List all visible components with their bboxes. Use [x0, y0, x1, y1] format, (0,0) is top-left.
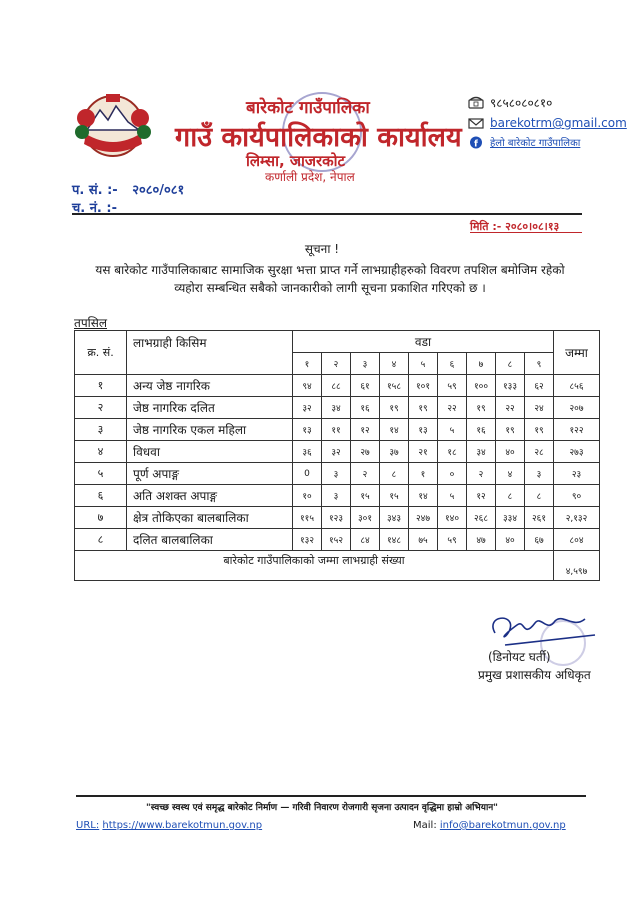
row-ward-count: ३२ [293, 397, 322, 419]
row-ward-count: १४ [409, 485, 438, 507]
summary-total: ४,५९७ [554, 551, 600, 581]
row-ward-count: १४० [438, 507, 467, 529]
facebook-link[interactable]: हेलो बारेकोट गाउँपालिका [490, 138, 581, 149]
row-ward-count: ९४ [293, 375, 322, 397]
row-ward-count: ३ [525, 463, 554, 485]
footer-divider [76, 795, 586, 797]
row-ward-count: २२ [496, 397, 525, 419]
row-ward-count: २१ [409, 441, 438, 463]
row-ward-count: ८ [496, 485, 525, 507]
row-ward-count: ३०१ [351, 507, 380, 529]
url-label: URL: [76, 820, 100, 831]
row-ward-count: १४ [380, 419, 409, 441]
row-ward-count: १० [293, 485, 322, 507]
row-serial: १ [75, 375, 127, 397]
row-serial: ३ [75, 419, 127, 441]
row-beneficiary-type: जेष्ठ नागरिक दलित [127, 397, 293, 419]
mail-link[interactable]: info@barekotmun.gov.np [439, 820, 566, 831]
notice-title: सूचना ! [304, 242, 340, 256]
office-title: गाउँ कार्यपालिकाको कार्यालय [175, 122, 462, 153]
row-ward-count: १२ [351, 419, 380, 441]
row-ward-count: ३४३ [380, 507, 409, 529]
row-ward-count: १९ [409, 397, 438, 419]
summary-label: बारेकोट गाउँपालिकाको जम्मा लाभग्राही संख्या [75, 551, 554, 581]
row-ward-count: १८ [438, 441, 467, 463]
table-row [75, 529, 600, 551]
row-total: २७३ [554, 441, 600, 463]
row-beneficiary-type: दलित बालबालिका [127, 529, 293, 551]
mail-label: Mail: [413, 820, 437, 831]
row-ward-count: १५ [351, 485, 380, 507]
row-ward-count: ३४ [322, 397, 351, 419]
row-serial: ५ [75, 463, 127, 485]
ward-number-header: ४ [380, 353, 409, 375]
row-ward-count: ३२ [322, 441, 351, 463]
table-row [75, 419, 600, 441]
ward-number-header: ९ [525, 353, 554, 375]
row-ward-count: २२ [438, 397, 467, 419]
row-beneficiary-type: विधवा [127, 441, 293, 463]
ward-number-header: १ [293, 353, 322, 375]
contact-email [468, 116, 627, 130]
row-ward-count: १३ [409, 419, 438, 441]
row-ward-count: २६८ [467, 507, 496, 529]
nepal-emblem-icon [72, 88, 154, 160]
ref-label: प. सं. :- [72, 183, 118, 198]
row-serial: २ [75, 397, 127, 419]
row-ward-count: १०१ [409, 375, 438, 397]
email-link[interactable]: barekotrm@gmail.com [490, 116, 627, 130]
row-serial: ६ [75, 485, 127, 507]
row-total: २,१३२ [554, 507, 600, 529]
row-ward-count: १५८ [380, 375, 409, 397]
table-row [75, 375, 600, 397]
row-total: ८०४ [554, 529, 600, 551]
header-divider [72, 213, 582, 215]
ward-number-header: ५ [409, 353, 438, 375]
row-ward-count: 0 [293, 463, 322, 485]
row-ward-count: ८ [525, 485, 554, 507]
dispatch-number: च. नं. :- [72, 201, 117, 216]
row-ward-count: १६ [351, 397, 380, 419]
table-row [75, 441, 600, 463]
header-total: जम्मा [554, 331, 600, 375]
beneficiary-table [74, 330, 600, 581]
row-ward-count: २४ [525, 397, 554, 419]
row-ward-count: ३ [322, 485, 351, 507]
table-row [75, 485, 600, 507]
row-ward-count: ८८ [322, 375, 351, 397]
table-caption: तपसिल [74, 316, 108, 330]
row-ward-count: ६७ [525, 529, 554, 551]
summary-row [75, 551, 600, 581]
website-link[interactable]: https://www.barekotmun.gov.np [102, 820, 263, 831]
row-serial: ७ [75, 507, 127, 529]
row-ward-count: १२ [467, 485, 496, 507]
row-ward-count: ६१ [351, 375, 380, 397]
row-ward-count: १९ [525, 419, 554, 441]
row-ward-count: ८ [380, 463, 409, 485]
office-location: लिम्सा, जाजरकोट [246, 152, 346, 170]
table-row [75, 397, 600, 419]
row-ward-count: १३३ [496, 375, 525, 397]
table-row [75, 463, 600, 485]
row-ward-count: ३३४ [496, 507, 525, 529]
row-ward-count: ५९ [438, 529, 467, 551]
row-ward-count: ३ [322, 463, 351, 485]
row-total: ८५६ [554, 375, 600, 397]
row-ward-count: १५ [380, 485, 409, 507]
table-body [75, 375, 600, 581]
table-row [75, 507, 600, 529]
header-ward: वडा [293, 331, 554, 353]
footer-url [76, 820, 262, 831]
row-ward-count: १९ [496, 419, 525, 441]
row-beneficiary-type: पूर्ण अपाङ्ग [127, 463, 293, 485]
notice-body: यस बारेकोट गाउँपालिकाबाट सामाजिक सुरक्षा भत्ता प्राप्त गर्ने लाभग्राहीहरुको विवरण तपशिल बमोजिम रहेको व्यहोरा सम्बन्धित सबैको जानकारीको लागी सूचना प्रकाशित गरिएको छ । [95, 263, 565, 295]
row-ward-count: ४० [496, 441, 525, 463]
row-ward-count: १३ [293, 419, 322, 441]
row-total: ९० [554, 485, 600, 507]
row-ward-count: ५९ [438, 375, 467, 397]
row-ward-count: २६१ [525, 507, 554, 529]
row-ward-count: ३४ [467, 441, 496, 463]
row-ward-count: ० [438, 463, 467, 485]
row-ward-count: १५२ [322, 529, 351, 551]
svg-text:f: f [474, 139, 478, 149]
row-ward-count: १०० [467, 375, 496, 397]
footer-mail [413, 820, 566, 831]
date-underline [470, 232, 582, 233]
ward-number-header: ३ [351, 353, 380, 375]
row-ward-count: ११५ [293, 507, 322, 529]
row-ward-count: २७ [351, 441, 380, 463]
row-ward-count: १९ [467, 397, 496, 419]
row-ward-count: २ [467, 463, 496, 485]
row-beneficiary-type: क्षेत्र तोकिएका बालबालिका [127, 507, 293, 529]
row-ward-count: ६२ [525, 375, 554, 397]
row-ward-count: १९ [380, 397, 409, 419]
row-beneficiary-type: अन्य जेष्ठ नागरिक [127, 375, 293, 397]
phone-icon [468, 96, 484, 109]
row-ward-count: १६ [467, 419, 496, 441]
ward-number-header: ८ [496, 353, 525, 375]
row-ward-count: ७५ [409, 529, 438, 551]
row-beneficiary-type: जेष्ठ नागरिक एकल महिला [127, 419, 293, 441]
row-ward-count: १ [409, 463, 438, 485]
ward-number-header: ७ [467, 353, 496, 375]
row-ward-count: ८४ [351, 529, 380, 551]
reference-number [72, 180, 184, 198]
row-ward-count: २४७ [409, 507, 438, 529]
row-ward-count: २८ [525, 441, 554, 463]
row-serial: ८ [75, 529, 127, 551]
row-beneficiary-type: अति अशक्त अपाङ्ग [127, 485, 293, 507]
signatory-title: प्रमुख प्रशासकीय अधिकृत [478, 668, 591, 682]
contact-facebook [468, 135, 580, 149]
notice-date: मिति :- २०८०।०८।१३ [470, 220, 560, 233]
row-ward-count: २ [351, 463, 380, 485]
contact-phone [468, 94, 552, 111]
row-ward-count: १३२ [293, 529, 322, 551]
header-beneficiary-type: लाभग्राही किसिम [127, 331, 293, 375]
row-total: १२२ [554, 419, 600, 441]
phone-number: ९८५८०८०८१० [490, 96, 553, 110]
row-ward-count: ११ [322, 419, 351, 441]
row-ward-count: १२३ [322, 507, 351, 529]
row-ward-count: १४८ [380, 529, 409, 551]
row-ward-count: ५ [438, 419, 467, 441]
row-total: २०७ [554, 397, 600, 419]
ref-value: २०८०/०८१ [132, 183, 185, 198]
row-ward-count: ५ [438, 485, 467, 507]
row-ward-count: ४७ [467, 529, 496, 551]
ward-number-header: ६ [438, 353, 467, 375]
row-ward-count: ४० [496, 529, 525, 551]
row-serial: ४ [75, 441, 127, 463]
municipality-name: बारेकोट गाउँपालिका [246, 98, 370, 118]
row-ward-count: ३६ [293, 441, 322, 463]
footer-slogan: "स्वच्छ स्वस्थ एवं समृद्ध बारेकोट निर्माण — गरिवी निवारण रोजगारी सृजना उत्पादन वृद्धिमा हाम्रो अभियान" [146, 803, 498, 813]
ward-number-header: २ [322, 353, 351, 375]
row-total: २३ [554, 463, 600, 485]
facebook-icon [468, 136, 484, 149]
province-country: कर्णाली प्रदेश, नेपाल [265, 170, 355, 184]
envelope-icon [468, 117, 484, 130]
row-ward-count: ४ [496, 463, 525, 485]
row-ward-count: ३७ [380, 441, 409, 463]
header-serial: क्र. सं. [75, 331, 127, 375]
signatory-name: (डिनोयट घर्ती) [488, 650, 551, 664]
